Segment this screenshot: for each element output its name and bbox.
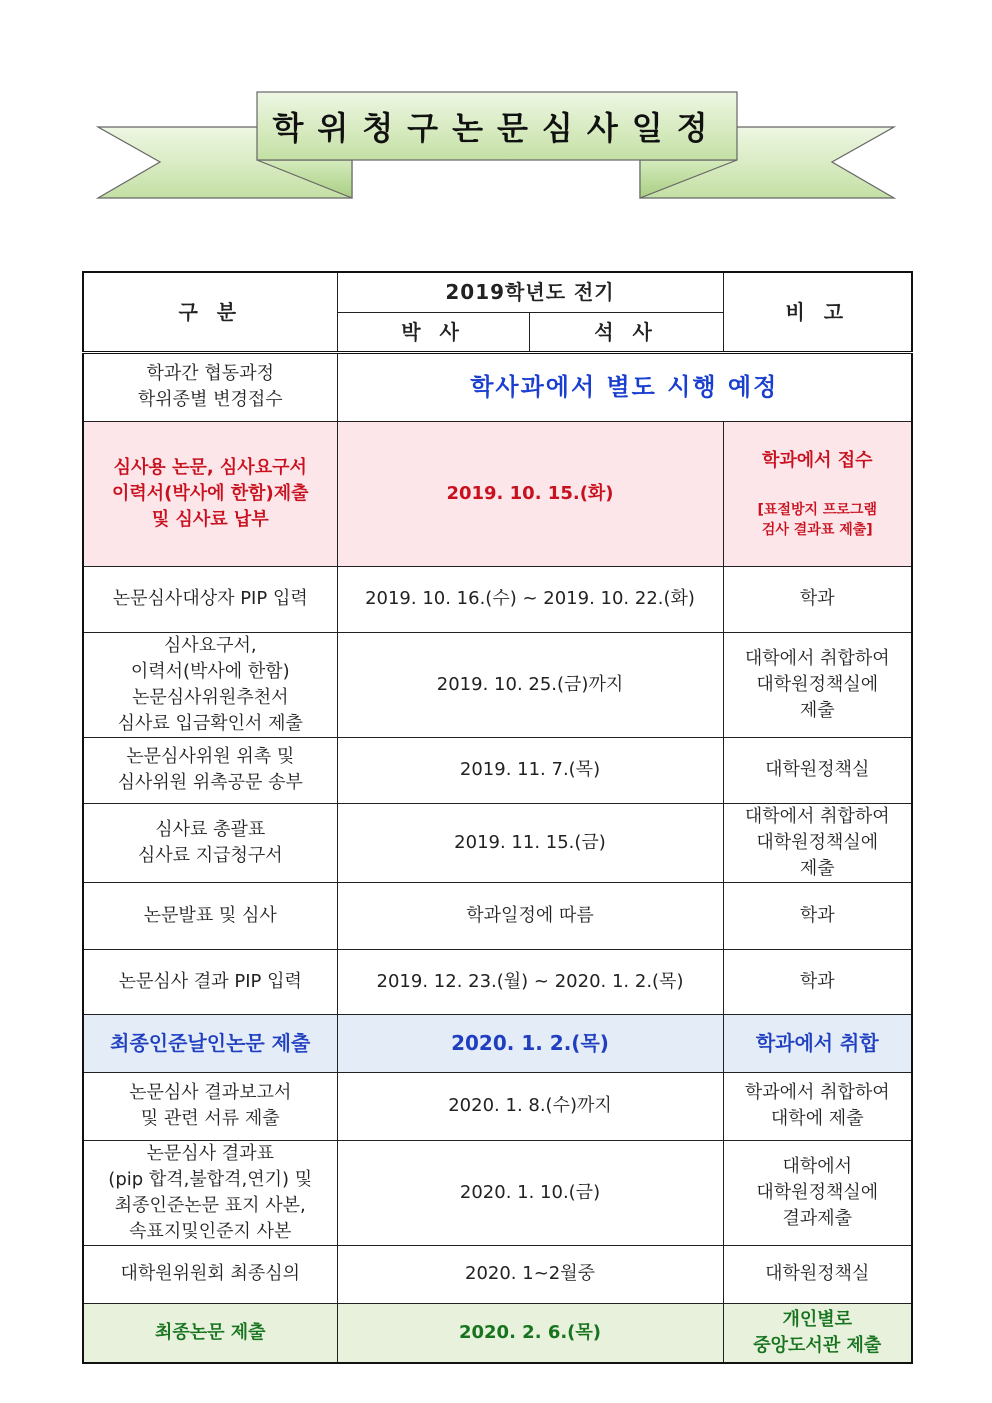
- row-category: 논문심사 결과보고서 및 관련 서류 제출: [83, 1072, 337, 1140]
- remark-note: [표절방지 프로그램 검사 결과표 제출]: [757, 501, 877, 538]
- row-remark: 대학에서 대학원정책실에 결과제출: [723, 1140, 912, 1245]
- row-remark: 학과: [723, 566, 912, 632]
- col-remark-header: [723, 272, 912, 352]
- col-category-label: 구 분: [178, 299, 243, 324]
- row-category: 대학원위원회 최종심의: [83, 1245, 337, 1303]
- row-date: 2019. 11. 7.(목): [337, 737, 723, 803]
- row-category: 심사용 논문, 심사요구서 이력서(박사에 한함)제출 및 심사료 납부: [83, 421, 337, 566]
- row-category: 논문심사대상자 PIP 입력: [83, 566, 337, 632]
- row-category: 논문심사 결과표 (pip 합격,불합격,연기) 및 최종인준논문 표지 사본, 속표지및인준지 사본: [83, 1140, 337, 1245]
- col-remark-label: 비 고: [785, 299, 850, 324]
- table-row: [83, 737, 912, 803]
- row-date: 2020. 2. 6.(목): [337, 1303, 723, 1363]
- row-date: 2020. 1. 10.(금): [337, 1140, 723, 1245]
- table-row: [83, 949, 912, 1014]
- row-date: 2019. 12. 23.(월) ~ 2020. 1. 2.(목): [337, 949, 723, 1014]
- table-row: [83, 1303, 912, 1363]
- title-banner: [0, 0, 992, 230]
- row-remark: 학과: [723, 882, 912, 949]
- col-category-header: [83, 272, 337, 352]
- row-category: 논문발표 및 심사: [83, 882, 337, 949]
- row-category: 심사료 총괄표 심사료 지급청구서: [83, 803, 337, 882]
- row-date: 학사과에서 별도 시행 예정: [337, 352, 912, 421]
- row-remark: 대학원정책실: [723, 1245, 912, 1303]
- row-remark: 대학원정책실: [723, 737, 912, 803]
- row-date: 2019. 10. 15.(화): [337, 421, 723, 566]
- row-remark: 학과: [723, 949, 912, 1014]
- table-row: [83, 352, 912, 421]
- table-row: [83, 421, 912, 566]
- row-date: 2019. 11. 15.(금): [337, 803, 723, 882]
- header-row-1: [83, 272, 912, 312]
- row-category: 최종논문 제출: [83, 1303, 337, 1363]
- row-date: 2019. 10. 16.(수) ~ 2019. 10. 22.(화): [337, 566, 723, 632]
- schedule-table: [82, 271, 913, 1364]
- table-row: [83, 566, 912, 632]
- row-date: 학과일정에 따름: [337, 882, 723, 949]
- row-date: 2020. 1. 2.(목): [337, 1014, 723, 1072]
- row-date: 2020. 1~2월중: [337, 1245, 723, 1303]
- row-remark: 대학에서 취합하여 대학원정책실에 제출: [723, 632, 912, 737]
- row-category: 심사요구서, 이력서(박사에 한함) 논문심사위원추천서 심사료 입금확인서 제출: [83, 632, 337, 737]
- row-category: 최종인준날인논문 제출: [83, 1014, 337, 1072]
- table-row: [83, 632, 912, 737]
- row-remark: 개인별로 중앙도서관 제출: [723, 1303, 912, 1363]
- row-date: 2020. 1. 8.(수)까지: [337, 1072, 723, 1140]
- table-row: [83, 882, 912, 949]
- row-date: 2019. 10. 25.(금)까지: [337, 632, 723, 737]
- page-title: 학위청구논문심사일정: [272, 109, 722, 147]
- col-period-header: 2019학년도 전기: [337, 272, 723, 312]
- table-row: [83, 803, 912, 882]
- table-row: [83, 1140, 912, 1245]
- row-remark: [723, 421, 912, 566]
- col-phd-label: 박 사: [401, 319, 465, 344]
- row-category: 논문심사위원 위촉 및 심사위원 위촉공문 송부: [83, 737, 337, 803]
- col-phd-header: [337, 312, 529, 352]
- table-row: [83, 1245, 912, 1303]
- row-remark: 학과에서 취합하여 대학에 제출: [723, 1072, 912, 1140]
- row-category: 논문심사 결과 PIP 입력: [83, 949, 337, 1014]
- row-remark: 학과에서 취합: [723, 1014, 912, 1072]
- row-remark: 대학에서 취합하여 대학원정책실에 제출: [723, 803, 912, 882]
- col-master-header: [529, 312, 723, 352]
- col-master-label: 석 사: [594, 319, 658, 344]
- table-row: [83, 1072, 912, 1140]
- remark-main: 학과에서 접수: [761, 449, 873, 471]
- table-row: [83, 1014, 912, 1072]
- row-category: 학과간 협동과정 학위종별 변경접수: [83, 352, 337, 421]
